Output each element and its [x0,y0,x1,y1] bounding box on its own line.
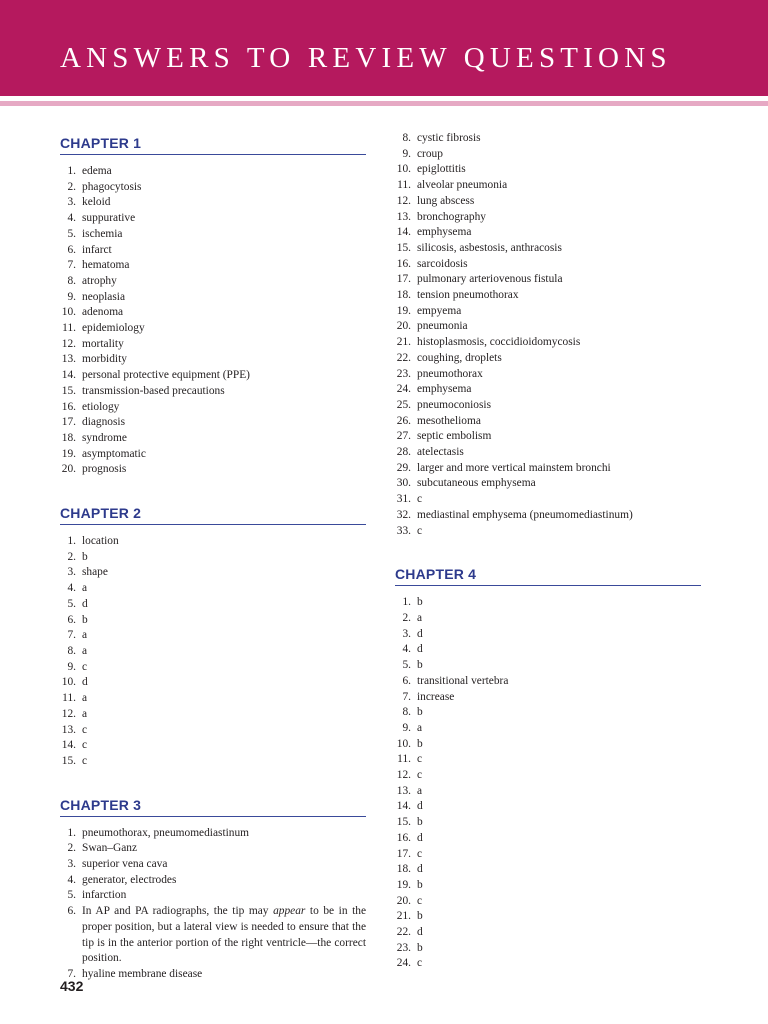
answer-number: 7. [67,259,76,272]
answer-item [395,194,701,210]
header-divider-pink [0,101,768,106]
answer-item [395,956,701,972]
answer-item [395,642,701,658]
answer-item [395,925,701,941]
answer-number: 7. [67,967,76,980]
answer-item [60,644,366,660]
answer-item [60,415,366,431]
answer-text: mortality [82,337,124,350]
answer-item [395,304,701,320]
answer-text: emphysema [417,226,472,239]
answer-item [395,319,701,335]
answer-item [60,738,366,754]
answer-text: epidemiology [82,322,145,335]
answer-text: d [417,831,423,844]
answer-item [395,721,701,737]
right-column [395,131,701,999]
answer-number: 8. [67,274,76,287]
answer-text: empyema [417,304,462,317]
answer-number: 13. [61,353,76,366]
answer-number: 23. [396,367,411,380]
answer-number: 29. [396,461,411,474]
answer-item [395,894,701,910]
answer-item [60,211,366,227]
answer-item [395,752,701,768]
answer-number: 12. [396,194,411,207]
answer-number: 6. [67,243,76,256]
answer-number: 22. [396,351,411,364]
answer-number: 1. [67,535,76,548]
answer-item [60,290,366,306]
answer-text: tension pneumothorax [417,289,519,302]
answer-item [395,862,701,878]
answer-item [60,258,366,274]
chapter-heading: CHAPTER 4 [395,566,701,586]
answer-number: 19. [61,447,76,460]
answer-text: transmission-based precautions [82,384,225,397]
answer-text: c [82,723,88,736]
answer-number: 24. [396,957,411,970]
answer-text: a [82,644,88,657]
answer-number: 13. [396,210,411,223]
answer-text: a [82,707,88,720]
answer-item [395,492,701,508]
answer-item [60,243,366,259]
answer-item [60,431,366,447]
answer-number: 6. [67,613,76,626]
answer-number: 19. [396,304,411,317]
answer-number: 13. [61,723,76,736]
answer-text: d [417,800,423,813]
answer-item [395,445,701,461]
answer-number: 14. [396,226,411,239]
answer-number: 9. [402,147,411,160]
answer-number: 1. [402,596,411,609]
answer-number: 33. [396,524,411,537]
chapter-heading: CHAPTER 3 [60,797,366,817]
answer-text: hyaline membrane disease [82,967,203,980]
answer-item [60,754,366,770]
answer-item [60,447,366,463]
answer-item [60,400,366,416]
answer-text: prognosis [82,463,127,476]
answer-number: 5. [67,889,76,902]
answer-item [60,691,366,707]
answer-item [60,904,366,967]
answer-item [395,941,701,957]
answer-number: 31. [396,493,411,506]
answer-item [60,857,366,873]
answer-item [60,613,366,629]
answer-text: Swan–Ganz [82,842,138,855]
answer-item [60,628,366,644]
answer-number: 5. [67,227,76,240]
answer-list [395,131,701,539]
answer-text: d [417,863,423,876]
answer-number: 32. [396,508,411,521]
answer-item [395,272,701,288]
answer-item [395,705,701,721]
answer-text: b [417,910,423,923]
answer-text: ischemia [82,227,123,240]
answer-text: d [82,597,88,610]
answer-number: 8. [402,132,411,144]
answer-number: 16. [61,400,76,413]
answer-item [60,723,366,739]
answer-text: edema [82,165,112,177]
answer-text: coughing, droplets [417,351,502,364]
answer-text: b [82,613,88,626]
answer-text: sarcoidosis [417,257,468,270]
answer-text: c [417,847,423,860]
answer-item [60,565,366,581]
answer-text: syndrome [82,431,127,444]
answer-text: a [417,721,423,734]
answer-item [395,335,701,351]
answer-number: 5. [67,597,76,610]
chapter-section [395,131,701,539]
answer-number: 4. [67,582,76,595]
answer-text: c [417,524,423,537]
answer-item [60,707,366,723]
answer-text: pneumonia [417,320,468,333]
answer-text: larger and more vertical mainstem bronchi [417,461,611,474]
answer-item [395,257,701,273]
answer-number: 2. [67,842,76,855]
answer-text: mesothelioma [417,414,481,427]
left-column [60,135,366,1010]
answer-text: bronchography [417,210,486,223]
answer-text: b [417,706,423,719]
answer-number: 20. [396,894,411,907]
answer-text: d [82,676,88,689]
header-banner [0,0,768,96]
answer-number: 16. [396,257,411,270]
answer-number: 18. [396,863,411,876]
answer-number: 3. [67,196,76,209]
answer-number: 11. [62,322,76,335]
answer-number: 23. [396,941,411,954]
answer-item [60,597,366,613]
answer-number: 30. [396,477,411,490]
answer-text: pneumothorax, pneumomediastinum [82,826,250,839]
answer-text: croup [417,147,443,160]
answer-text: c [82,739,88,752]
page-number: 432 [60,978,84,994]
answer-item [60,321,366,337]
answer-item [395,690,701,706]
answer-text: keloid [82,196,111,209]
answer-item [395,162,701,178]
answer-item [60,841,366,857]
answer-text: hematoma [82,259,130,272]
answer-number: 12. [61,337,76,350]
answer-number: 12. [396,769,411,782]
answer-item [60,873,366,889]
answer-item [60,660,366,676]
answer-item [60,305,366,321]
answer-list [60,826,366,983]
answer-item [395,799,701,815]
answer-text: c [417,493,423,506]
answer-item [395,674,701,690]
chapter-section [60,505,366,770]
answer-number: 4. [402,643,411,656]
answer-item [60,195,366,211]
answer-number: 13. [396,784,411,797]
answer-number: 10. [61,676,76,689]
answer-text: etiology [82,400,120,413]
answer-number: 28. [396,446,411,459]
answer-number: 17. [396,847,411,860]
answer-item [395,815,701,831]
emphasis-text: appear [273,905,306,918]
answer-number: 10. [396,163,411,176]
answer-item [395,847,701,863]
answer-number: 6. [67,905,76,918]
answer-text: adenoma [82,306,124,319]
answer-item [60,274,366,290]
answer-item [395,658,701,674]
answer-item [395,508,701,524]
answer-text: a [82,692,88,705]
answer-number: 3. [67,858,76,871]
answer-number: 19. [396,878,411,891]
answer-number: 15. [396,816,411,829]
answer-text: a [82,629,88,642]
answer-text: b [417,659,423,672]
answer-number: 25. [396,398,411,411]
answer-text: epiglottitis [417,163,466,176]
answer-text: infarction [82,889,127,902]
answer-number: 14. [61,369,76,382]
answer-number: 7. [67,629,76,642]
answer-item [395,351,701,367]
answer-text: personal protective equipment (PPE) [82,369,250,382]
answer-text: c [417,753,423,766]
chapter-heading: CHAPTER 2 [60,505,366,525]
answer-text: b [417,816,423,829]
answer-text: c [82,660,88,673]
answer-item [395,225,701,241]
answer-item [395,288,701,304]
answer-item [60,675,366,691]
answer-number: 15. [61,754,76,767]
answer-text: silicosis, asbestosis, anthracosis [417,241,562,254]
answer-item [60,227,366,243]
answer-number: 24. [396,383,411,396]
answer-text: atelectasis [417,446,464,459]
answer-number: 4. [67,212,76,225]
answer-number: 18. [61,431,76,444]
answer-text: infarct [82,243,112,256]
answer-number: 15. [396,241,411,254]
answer-text: mediastinal emphysema (pneumomediastinum) [417,508,633,521]
answer-text: b [82,550,88,563]
answer-text: pneumothorax [417,367,483,380]
chapter-section [395,566,701,972]
answer-number: 9. [67,660,76,673]
answer-item [395,382,701,398]
answer-item [395,627,701,643]
answer-text: transitional vertebra [417,674,509,687]
answer-number: 9. [402,721,411,734]
answer-text: a [82,582,88,595]
answer-text: b [417,878,423,891]
answer-item [395,768,701,784]
answer-number: 15. [61,384,76,397]
answer-text: histoplasmosis, coccidioidomycosis [417,336,581,349]
answer-text: generator, electrodes [82,873,177,886]
answer-item [395,878,701,894]
answer-number: 3. [402,627,411,640]
answer-item [395,429,701,445]
answer-number: 4. [67,873,76,886]
answer-number: 27. [396,430,411,443]
answer-number: 5. [402,659,411,672]
answer-text: c [417,769,423,782]
answer-item [60,180,366,196]
answer-item [60,581,366,597]
answer-item [395,831,701,847]
answer-number: 10. [61,306,76,319]
answer-number: 2. [67,550,76,563]
answer-number: 1. [67,165,76,177]
answer-number: 2. [67,180,76,193]
answer-item [395,611,701,627]
answer-item [395,476,701,492]
chapter-section [60,797,366,983]
answer-number: 11. [397,753,411,766]
answer-number: 18. [396,289,411,302]
answer-number: 6. [402,674,411,687]
answer-number: 11. [397,179,411,192]
answer-item [395,909,701,925]
chapter-section [60,135,366,478]
answer-list [60,534,366,770]
answer-item [395,241,701,257]
answer-text: increase [417,690,455,703]
answer-item [60,368,366,384]
answer-text: b [417,941,423,954]
answer-number: 2. [402,611,411,624]
answer-item [395,414,701,430]
answer-number: 7. [402,690,411,703]
answer-item [395,398,701,414]
answer-text: d [417,643,423,656]
answer-item [60,550,366,566]
answer-number: 20. [61,463,76,476]
answer-number: 3. [67,566,76,579]
answer-text: shape [82,566,108,579]
answer-item [60,888,366,904]
answer-number: 20. [396,320,411,333]
answer-text: pneumoconiosis [417,398,492,411]
answer-item [395,784,701,800]
answer-number: 10. [396,737,411,750]
answer-item [395,178,701,194]
answer-text: b [417,737,423,750]
answer-number: 12. [61,707,76,720]
answer-item [60,164,366,180]
answer-text: phagocytosis [82,180,142,193]
chapter-heading: CHAPTER 1 [60,135,366,155]
answer-text: alveolar pneumonia [417,179,508,192]
answer-list [395,595,701,972]
answer-number: 1. [67,826,76,839]
answer-item [60,337,366,353]
answer-number: 17. [396,273,411,286]
answer-text: location [82,535,119,548]
answer-text: atrophy [82,274,117,287]
answer-number: 14. [396,800,411,813]
answer-number: 21. [396,336,411,349]
answer-item [395,461,701,477]
answer-number: 8. [67,644,76,657]
answer-text: a [417,784,423,797]
answer-text: a [417,611,423,624]
answer-item [395,737,701,753]
answer-item [395,210,701,226]
answer-number: 11. [62,692,76,705]
answer-text: d [417,627,423,640]
answer-item [395,595,701,611]
answer-number: 14. [61,739,76,752]
answer-item [60,534,366,550]
answer-item [60,967,366,983]
answer-text: subcutaneous emphysema [417,477,536,490]
answer-text: pulmonary arteriovenous fistula [417,273,563,286]
answer-text: suppurative [82,212,136,225]
page-title: ANSWERS TO REVIEW QUESTIONS [60,42,672,74]
answer-text: superior vena cava [82,858,168,871]
answer-item [60,384,366,400]
answer-number: 9. [67,290,76,303]
answer-text: b [417,596,423,609]
answer-number: 17. [61,416,76,429]
answer-text: c [82,754,88,767]
answer-item [395,147,701,163]
answer-number: 26. [396,414,411,427]
answer-text: neoplasia [82,290,126,303]
answer-item [395,524,701,540]
answer-list [60,164,366,478]
answer-number: 16. [396,831,411,844]
answer-number: 21. [396,910,411,923]
answer-text: lung abscess [417,194,475,207]
answer-item [60,826,366,842]
answer-item [60,352,366,368]
answer-text: diagnosis [82,416,126,429]
answer-text: In AP and PA radiographs, the tip may appear to be in the proper position, but a lateral view is needed to ensure that the tip is in the anterior portion of the right ventricle—the correct position. [82,905,367,965]
answer-text: c [417,894,423,907]
answer-text: asymptomatic [82,447,146,460]
answer-text: emphysema [417,383,472,396]
answer-item [60,462,366,478]
answer-text: c [417,957,423,970]
answer-number: 22. [396,926,411,939]
answer-item [395,367,701,383]
answer-text: d [417,926,423,939]
answer-number: 8. [402,706,411,719]
answer-text: cystic fibrosis [417,132,481,144]
answer-item [395,131,701,147]
answer-text: morbidity [82,353,127,366]
answer-text: septic embolism [417,430,492,443]
